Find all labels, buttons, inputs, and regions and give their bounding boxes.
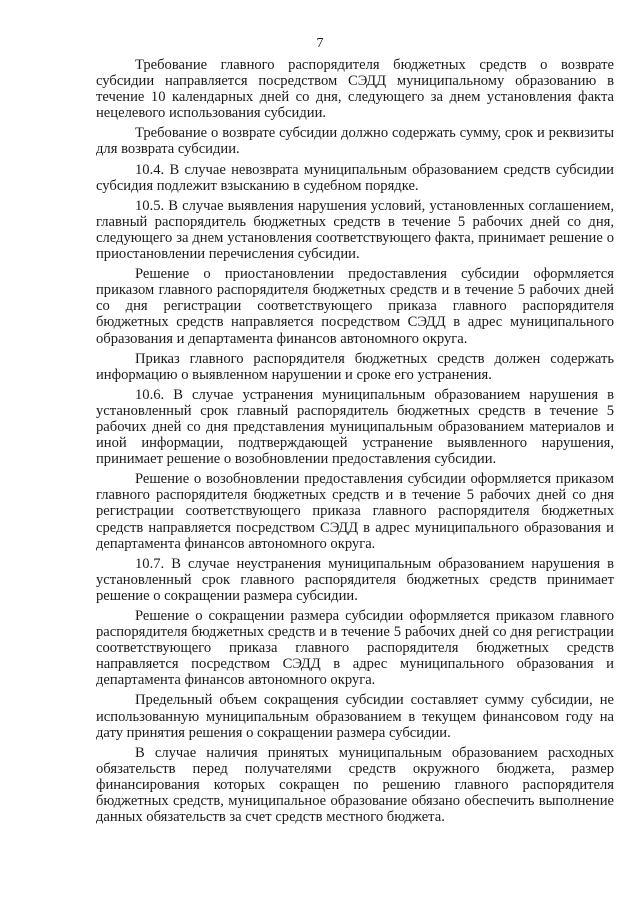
paragraph-subsidy-return-demand: Требование главного распорядителя бюджетных средств о возврате субсидии направляется посредством СЭДД муниципальному образованию в течение 10 календарных дней со дня, следующего за днем установления факта нецелевого использования субсидии. xyxy=(96,57,614,122)
paragraph-suspension-decision: Решение о приостановлении предоставления субсидии оформляется приказом главного распорядителя бюджетных средств и в течение 5 рабочих дней со дня регистрации соответствующего приказа главного распорядителя бюджетных средств направляется посредством СЭДД в адрес муниципального образования и департамента финансов автономного округа. xyxy=(96,266,614,347)
paragraph-10-7: 10.7. В случае неустранения муниципальным образованием нарушения в установленный срок главного распорядителя бюджетных средств принимает решение о сокращении размера субсидии. xyxy=(96,555,614,604)
paragraph-10-5: 10.5. В случае выявления нарушения условий, установленных соглашением, главный распорядитель бюджетных средств в течение 5 рабочих дней со дня, следующего за днем установления соответствующего факта, принимает решение о приостановлении перечисления субсидии. xyxy=(96,197,614,263)
paragraph-10-6: 10.6. В случае устранения муниципальным образованием нарушения в установленный срок главный распорядитель бюджетных средств в течение 5 рабочих дней со дня представления муниципальным образованием материалов и иной информации, подтверждающей устранение выявленного нарушения, принимает решение о возобновлении предоставления субсидии. xyxy=(96,386,614,468)
paragraph-reduction-decision: Решение о сокращении размера субсидии оформляется приказом главного распорядителя бюджетных средств и в течение 5 рабочих дней со дня регистрации соответствующего приказа главного распорядителя бюджетных средств направляется посредством СЭДД в адрес муниципального образования и департамента финансов автономного округа. xyxy=(96,608,614,689)
paragraph-local-budget-obligations: В случае наличия принятых муниципальным образованием расходных обязательств перед получателями средств окружного бюджета, размер финансирования которых сокращен по решению главного распорядителя бюджетных средств, муниципальное образование обязано обеспечить выполнение данных обязательств за счет средств местного бюджета. xyxy=(96,744,614,826)
document-body xyxy=(96,57,614,829)
paragraph-10-4: 10.4. В случае невозврата муниципальным образованием средств субсидии субсидия подлежит взысканию в судебном порядке. xyxy=(96,161,614,194)
paragraph-demand-contents: Требование о возврате субсидии должно содержать сумму, срок и реквизиты для возврата субсидии. xyxy=(96,125,614,158)
paragraph-order-contents: Приказ главного распорядителя бюджетных средств должен содержать информацию о выявленном нарушении и сроке его устранения. xyxy=(96,350,614,383)
paragraph-reduction-limit: Предельный объем сокращения субсидии составляет сумму субсидии, не использованную муниципальным образованием в текущем финансовом году на дату принятия решения о сокращении размера субсидии. xyxy=(96,692,614,741)
paragraph-resumption-decision: Решение о возобновлении предоставления субсидии оформляется приказом главного распорядителя бюджетных средств и в течение 5 рабочих дней со дня регистрации соответствующего приказа главного распорядителя бюджетных средств направляется посредством СЭДД в адрес муниципального образования и департамента финансов автономного округа. xyxy=(96,471,614,552)
page-number: 7 xyxy=(316,36,324,51)
